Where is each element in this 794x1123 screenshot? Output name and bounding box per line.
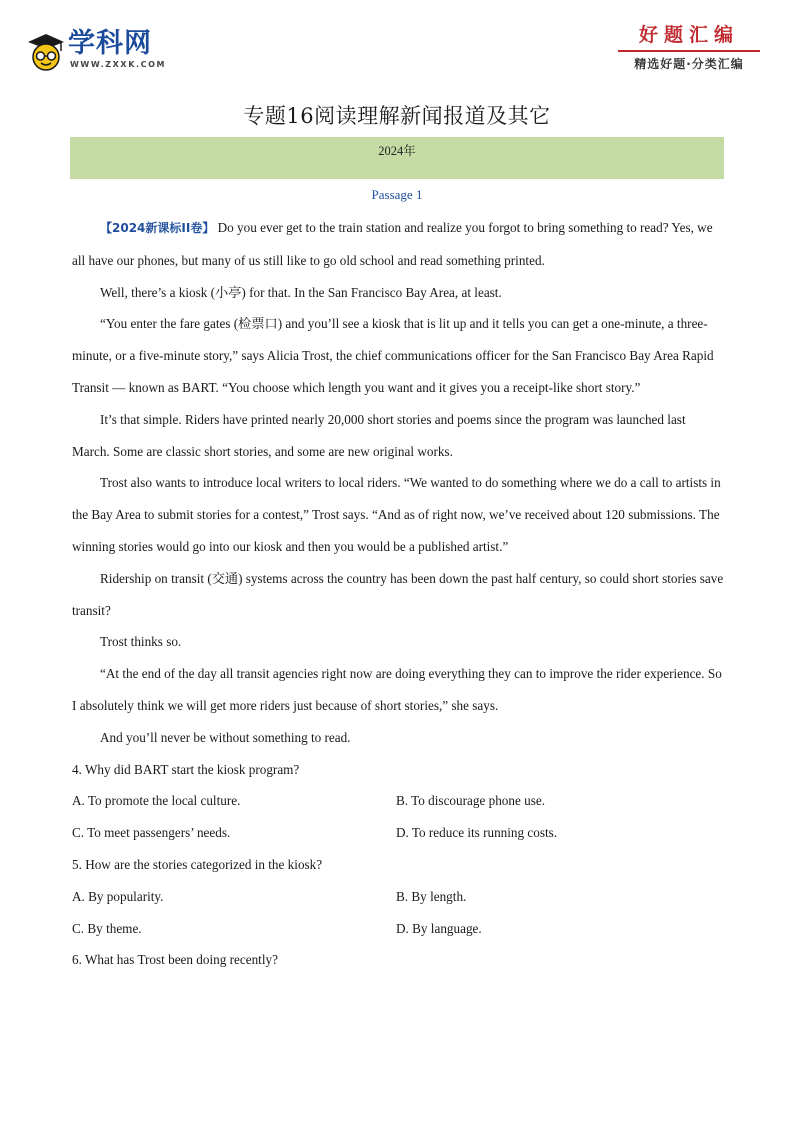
logo-title: 学科网 [68,28,152,59]
paragraph-2: Well, there’s a kiosk (小亭) for that. In the San Francisco Bay Area, at least. [100,284,502,300]
question-4-option-d[interactable]: D. To reduce its running costs. [396,825,558,841]
question-4-option-c[interactable]: C. To meet passengers’ needs. [72,825,231,841]
page-header [0,0,794,86]
passage-body [72,212,724,976]
question-4-options-row-2 [72,817,724,849]
paragraph-6: Ridership on transit (交通) systems across the country has been down the past half century, so could short stories save transit? [72,570,724,618]
paragraph-5: Trost also wants to introduce local writers to local riders. “We wanted to do something where we do a call to artists in the Bay Area to submit stories for a contest,” Trost says. “And as of right now, we’ve received about 120 submissions. The winning stories would go into our kiosk and then you would be a published artist.” [72,475,721,554]
badge-divider [618,50,760,52]
question-5-option-c[interactable]: C. By theme. [72,920,142,936]
question-4-options-row-1 [72,785,724,817]
source-tag: 【2024新课标ⅠⅠ卷】 [100,221,215,235]
question-4-option-b[interactable]: B. To discourage phone use. [396,793,545,809]
year-banner [70,137,724,179]
document-title: 专题16阅读理解新闻报道及其它 [243,104,551,128]
question-5-options-row-2 [72,913,724,945]
paragraph-8: “At the end of the day all transit agencies right now are doing everything they can to improve the rider experience. So I absolutely think we will get more riders just because of short stories,” she says. [72,666,722,713]
paragraph-9: And you’ll never be without something to read. [100,729,351,745]
question-4-stem: 4. Why did BART start the kiosk program? [72,761,300,777]
paragraph-1-text: Do you ever get to the train station and realize you forgot to bring something to read? Yes, we all have our phones, but many of us still like to go old school and read something printed. [72,220,713,268]
collection-badge [614,22,764,78]
question-6-stem: 6. What has Trost been doing recently? [72,952,278,968]
question-5-option-b[interactable]: B. By length. [396,888,467,904]
question-5-options-row-1 [72,881,724,913]
badge-title: 好题汇编 [638,24,739,46]
paragraph-4: It’s that simple. Riders have printed nearly 20,000 short stories and poems since the program was launched last March. Some are classic short stories, and some are new original works. [72,411,686,459]
zxxk-logo[interactable] [26,26,176,76]
question-5-option-a[interactable]: A. By popularity. [72,888,164,904]
badge-subtitle: 精选好题·分类汇编 [634,57,744,71]
passage-label: Passage 1 [371,187,423,202]
paragraph-3: “You enter the fare gates (检票口) and you’ll see a kiosk that is lit up and it tells you can get a one-minute, a three-minute, or a five-minute story,” says Alicia Trost, the chief communications officer for the San Francisco Bay Area Rapid Transit — known as BART. “You choose which length you want and it gives you a receipt-like short story.” [72,316,714,395]
question-5-stem: 5. How are the stories categorized in the kiosk? [72,856,323,872]
paragraph-1 [72,212,724,277]
year-label: 2024年 [378,144,416,158]
question-5-option-d[interactable]: D. By language. [396,920,482,936]
logo-url: WWW.ZXXK.COM [70,60,167,69]
paragraph-7: Trost thinks so. [100,634,182,650]
graduate-face-icon [26,32,66,72]
question-4-option-a[interactable]: A. To promote the local culture. [72,793,241,809]
